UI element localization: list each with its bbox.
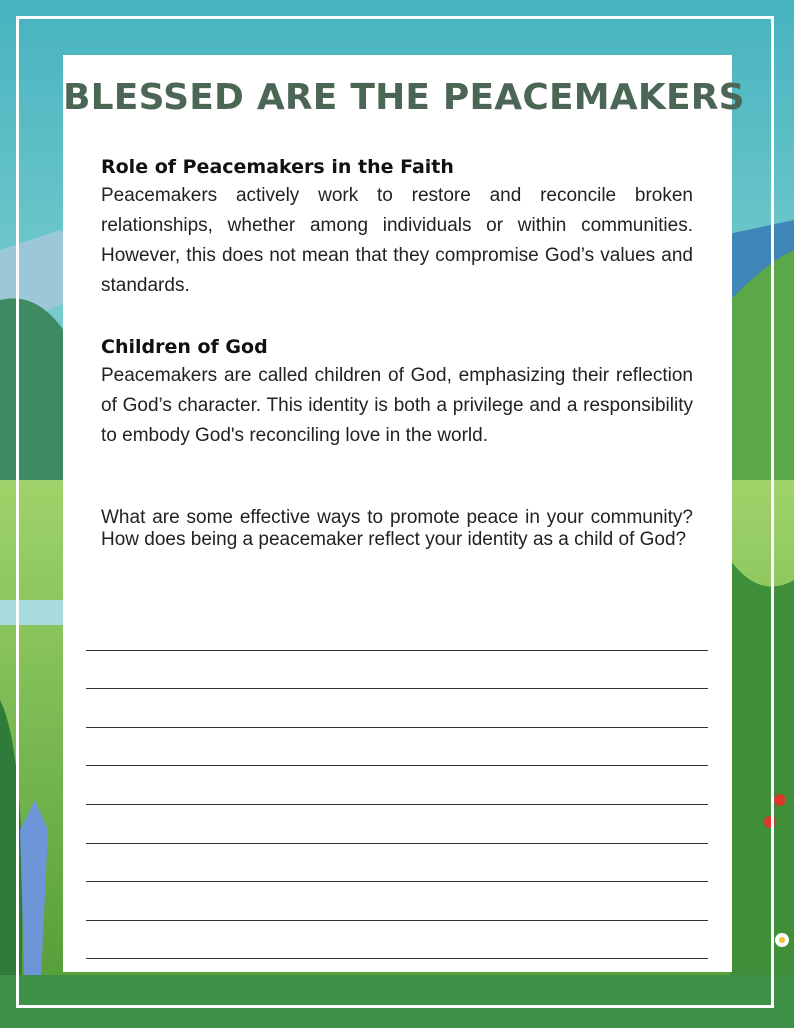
answer-writing-line[interactable] <box>86 689 708 728</box>
page-title: BLESSED ARE THE PEACEMAKERS <box>63 77 745 118</box>
answer-writing-line[interactable] <box>86 805 708 844</box>
answer-writing-line[interactable] <box>86 612 708 651</box>
worksheet-page <box>63 55 745 972</box>
section-heading: Role of Peacemakers in the Faith <box>101 156 454 178</box>
answer-writing-line[interactable] <box>86 728 708 767</box>
writing-lines <box>86 612 708 959</box>
answer-writing-line[interactable] <box>86 921 708 960</box>
section-heading: Children of God <box>101 336 268 358</box>
section-children-of-god <box>101 333 693 451</box>
answer-writing-line[interactable] <box>86 882 708 921</box>
answer-writing-line[interactable] <box>86 651 708 690</box>
section-role-of-peacemakers <box>101 153 693 301</box>
answer-writing-line[interactable] <box>86 766 708 805</box>
section-body: Peacemakers actively work to restore and reconcile broken relationships, whether among individuals or within communities. However, this does not mean that they compromise God’s values and standards. <box>101 185 693 296</box>
reflection-question: What are some effective ways to promote peace in your community? How does being a peacemaker reflect your identity as a child of God? <box>101 507 693 550</box>
answer-writing-line[interactable] <box>86 844 708 883</box>
section-body: Peacemakers are called children of God, emphasizing their reflection of God’s character. This identity is both a privilege and a responsibility to embody God's reconciling love in the world. <box>101 365 693 446</box>
